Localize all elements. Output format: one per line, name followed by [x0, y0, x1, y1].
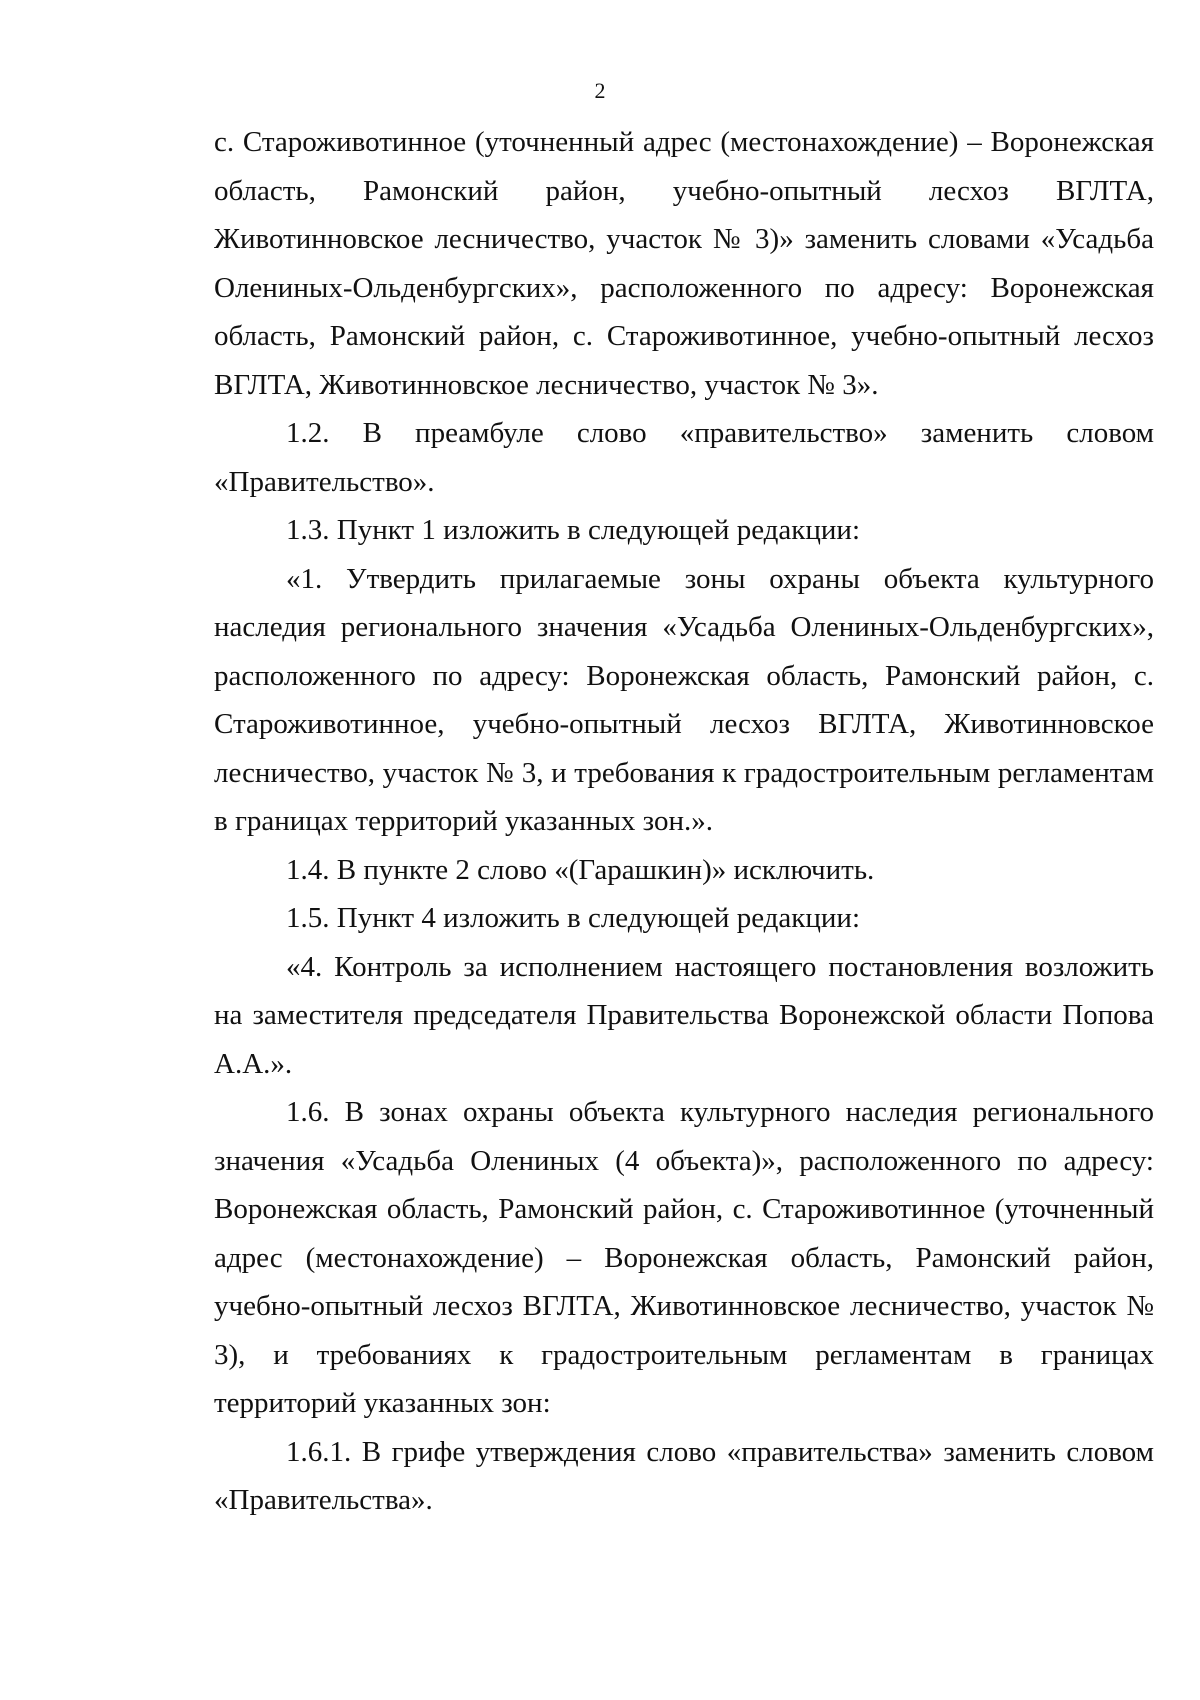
paragraph-1-4: 1.4. В пункте 2 слово «(Гарашкин)» исключить. — [286, 853, 875, 886]
paragraph-item-1-quote: «1. Утвердить прилагаемые зоны охраны объекта культурного наследия регионального значения «Усадьба Олениных-Ольденбургских», расположенного по адресу: Воронежская область, Рамонский район, с. Староживотинное, учебно-опытный лесхоз ВГЛТА, Животинновское лесничество, участок № 3, и требования к градостроительным регламентам в границах территорий указанных зон.». — [214, 562, 1154, 837]
paragraph-1-2: 1.2. В преамбуле слово «правительство» заменить словом «Правительство». — [214, 417, 1154, 498]
document-body — [214, 118, 1154, 1525]
paragraph-item-4-quote: «4. Контроль за исполнением настоящего постановления возложить на заместителя председателя Правительства Воронежской области Попова А.А.». — [214, 950, 1154, 1080]
paragraph-1-3: 1.3. Пункт 1 изложить в следующей редакции: — [286, 514, 861, 546]
paragraph-address-continuation: с. Староживотинное (уточненный адрес (местонахождение) – Воронежская область, Рамонский район, учебно-опытный лесхоз ВГЛТА, Животинновское лесничество, участок № 3)» заменить словами «Усадьба Олениных-Ольденбургских», расположенного по адресу: Воронежская область, Рамонский район, с. Староживотинное, учебно-опытный лесхоз ВГЛТА, Животинновское лесничество, участок № 3». — [214, 126, 1154, 401]
page-number: 2 — [594, 78, 606, 103]
paragraph-1-6: 1.6. В зонах охраны объекта культурного наследия регионального значения «Усадьба Олениных (4 объекта)», расположенного по адресу: Воронежская область, Рамонский район, с. Староживотинное (уточненный адрес (местонахождение) – Воронежская область, Рамонский район, учебно-опытный лесхоз ВГЛТА, Животинновское лесничество, участок № 3), и требованиях к градостроительным регламентам в границах территорий указанных зон: — [214, 1096, 1154, 1419]
paragraph-1-6-1: 1.6.1. В грифе утверждения слово «правительства» заменить словом «Правительства». — [214, 1435, 1154, 1516]
paragraph-1-5: 1.5. Пункт 4 изложить в следующей редакции: — [286, 902, 861, 934]
